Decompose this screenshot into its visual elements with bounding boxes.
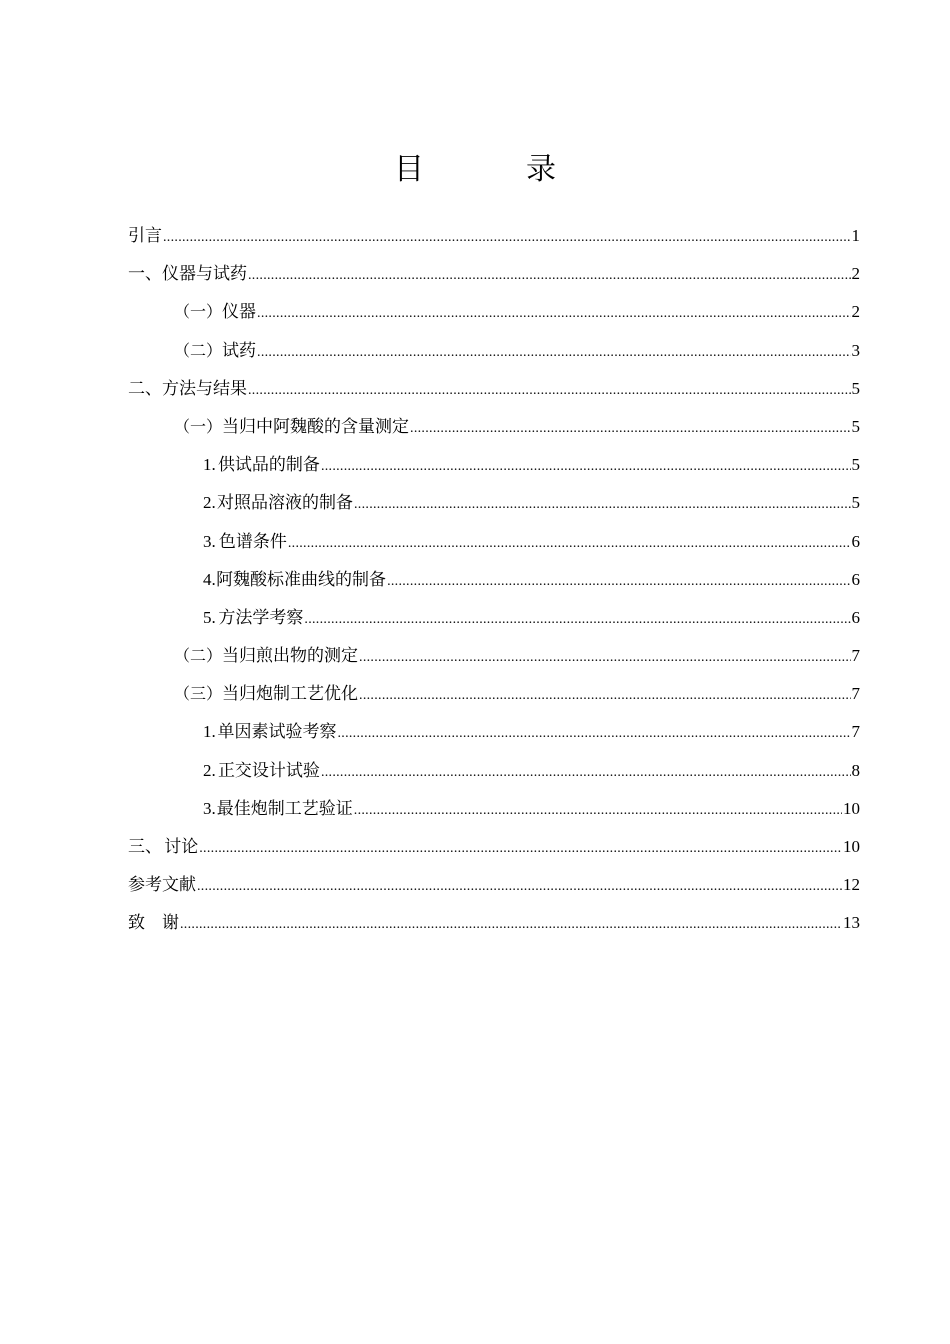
toc-entry-label: 供试品的制备 (217, 455, 320, 476)
toc-entry-page: 5 (851, 493, 860, 513)
toc-entry-17[interactable] (128, 870, 860, 908)
toc-entry-label: 当归中阿魏酸的含量测定 (222, 416, 410, 437)
toc-entry-page: 10 (843, 837, 860, 856)
table-of-contents (128, 221, 860, 947)
toc-leader-dots (304, 605, 850, 635)
toc-entry-9[interactable] (128, 565, 860, 603)
toc-leader-dots (257, 338, 850, 368)
toc-entry-16[interactable] (128, 832, 860, 870)
toc-entry-page: 5 (851, 455, 860, 475)
toc-entry-number: 3. (203, 798, 216, 818)
toc-entry-number: （一） (174, 302, 223, 322)
toc-leader-dots (199, 834, 842, 864)
toc-entry-page: 10 (843, 798, 860, 818)
toc-entry-5[interactable] (128, 412, 860, 450)
toc-entry-label: 方法学考察 (218, 607, 304, 628)
toc-entry-label: 仪器与试药 (162, 264, 247, 285)
toc-entry-6[interactable] (128, 450, 860, 488)
toc-entry-number: （一） (174, 416, 223, 436)
toc-entry-14[interactable] (128, 756, 860, 794)
toc-leader-dots (359, 643, 850, 673)
toc-entry-label: 致 谢 (128, 913, 179, 934)
toc-leader-dots (337, 719, 850, 749)
toc-entry-page: 13 (843, 913, 860, 933)
toc-leader-dots (180, 910, 842, 940)
toc-entry-page: 7 (851, 646, 860, 666)
toc-leader-dots (288, 529, 851, 559)
toc-leader-dots (354, 796, 842, 826)
toc-entry-label: 引言 (128, 226, 162, 246)
toc-entry-page: 6 (851, 569, 860, 589)
toc-leader-dots (248, 376, 851, 406)
toc-entry-number: 一、 (128, 264, 162, 285)
toc-leader-dots (387, 567, 850, 597)
toc-entry-label: 试药 (222, 340, 257, 361)
toc-entry-number: （二） (174, 646, 223, 666)
toc-entry-number: （二） (174, 340, 223, 360)
toc-entry-number: 二、 (128, 378, 162, 399)
toc-entry-number: 三、 (128, 837, 162, 857)
toc-entry-label: 参考文献 (128, 875, 196, 896)
toc-entry-number: 4. (203, 569, 216, 589)
toc-entry-label: 单因素试验考察 (217, 722, 337, 743)
toc-entry-page: 5 (851, 378, 860, 398)
toc-entry-10[interactable] (128, 603, 860, 641)
toc-title: 目 录 (394, 152, 592, 187)
toc-entry-8[interactable] (128, 527, 860, 565)
toc-entry-label: 色谱条件 (218, 531, 287, 552)
toc-entry-page: 2 (851, 264, 860, 284)
toc-entry-number: 2. (203, 493, 216, 513)
toc-entry-page: 3 (851, 340, 860, 360)
toc-entry-11[interactable] (128, 641, 860, 679)
toc-entry-page: 7 (851, 684, 860, 704)
toc-entry-15[interactable] (128, 794, 860, 832)
toc-entry-0[interactable] (128, 221, 860, 259)
toc-entry-label: 讨论 (164, 837, 199, 857)
toc-entry-page: 1 (851, 226, 860, 245)
toc-leader-dots (410, 414, 850, 444)
toc-entry-page: 5 (851, 416, 860, 436)
toc-entry-label: 仪器 (222, 302, 257, 323)
toc-entry-number: 1. (203, 722, 216, 742)
toc-leader-dots (163, 223, 851, 253)
toc-entry-label: 当归炮制工艺优化 (222, 684, 359, 705)
toc-entry-12[interactable] (128, 679, 860, 717)
toc-entry-label: 当归煎出物的测定 (222, 646, 359, 667)
toc-entry-label: 最佳炮制工艺验证 (216, 798, 353, 819)
toc-entry-18[interactable] (128, 908, 860, 946)
toc-entry-4[interactable] (128, 374, 860, 412)
toc-entry-label: 对照品溶液的制备 (217, 493, 353, 514)
toc-leader-dots (257, 299, 850, 329)
toc-entry-3[interactable] (128, 336, 860, 374)
toc-leader-dots (359, 681, 850, 711)
toc-entry-number: （三） (174, 684, 223, 704)
toc-entry-7[interactable] (128, 488, 860, 526)
toc-leader-dots (248, 261, 851, 291)
toc-entry-label: 阿魏酸标准曲线的制备 (216, 569, 387, 590)
toc-entry-page: 6 (851, 531, 860, 551)
toc-entry-number: 3. (203, 531, 216, 551)
toc-entry-2[interactable] (128, 297, 860, 335)
toc-entry-number: 5. (203, 607, 216, 627)
toc-leader-dots (354, 490, 851, 520)
toc-entry-page: 6 (851, 607, 860, 627)
toc-entry-1[interactable] (128, 259, 860, 297)
toc-entry-page: 2 (851, 302, 860, 322)
toc-entry-page: 12 (843, 875, 860, 895)
toc-leader-dots (321, 758, 851, 788)
toc-leader-dots (321, 452, 851, 482)
toc-entry-page: 7 (851, 722, 860, 742)
toc-entry-label: 正交设计试验 (217, 760, 320, 781)
toc-entry-13[interactable] (128, 717, 860, 755)
toc-entry-label: 方法与结果 (162, 378, 247, 399)
toc-entry-number: 2. (203, 760, 216, 780)
toc-leader-dots (197, 872, 842, 902)
toc-entry-page: 8 (851, 760, 860, 780)
toc-entry-number: 1. (203, 455, 216, 475)
